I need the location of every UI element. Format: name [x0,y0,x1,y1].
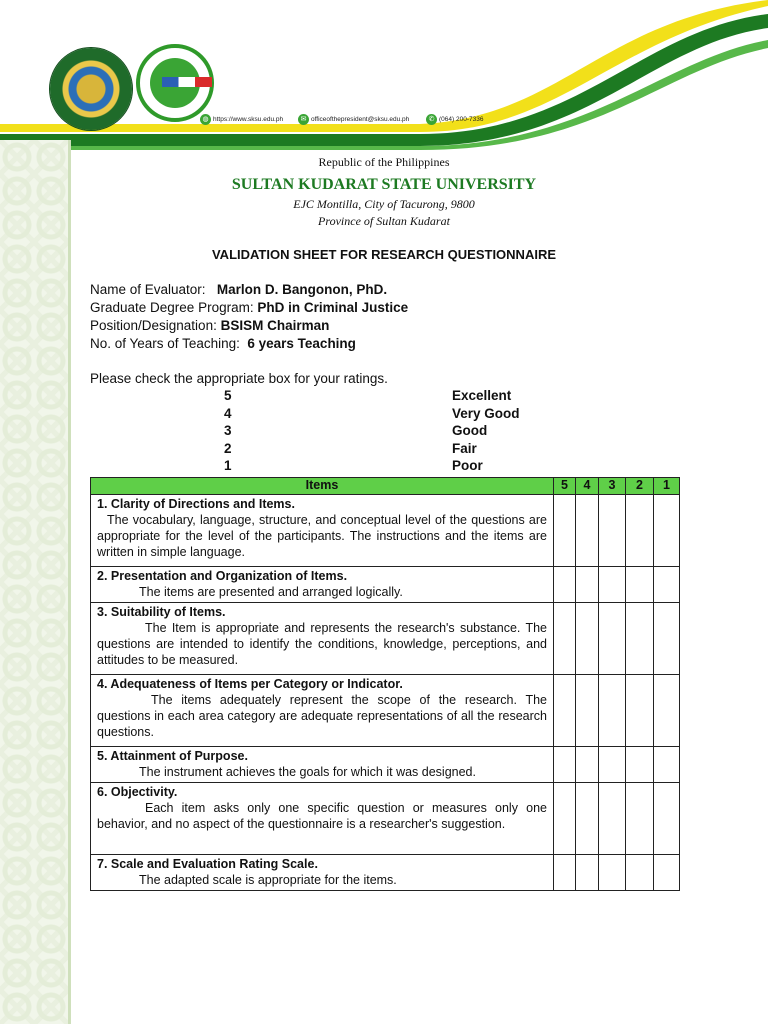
field-label: No. of Years of Teaching: [90,336,240,351]
rating-1-checkbox[interactable] [654,675,680,747]
criterion-title: 4. Adequateness of Items per Category or Indicator. [97,677,403,691]
email-icon: ✉ [298,114,309,125]
rating-4-checkbox[interactable] [576,495,599,567]
table-row [91,855,680,891]
table-row [91,747,680,783]
rating-2-column-header: 2 [626,478,654,495]
criterion-cell [91,747,554,783]
website-text: https://www.sksu.edu.ph [213,115,284,123]
criterion-cell [91,495,554,567]
criterion-title: 3. Suitability of Items. [97,605,226,619]
rating-5-checkbox[interactable] [554,495,576,567]
rating-1-checkbox[interactable] [654,783,680,855]
rating-5-checkbox[interactable] [554,603,576,675]
evaluator-name-field [90,282,387,297]
rating-3-checkbox[interactable] [599,675,626,747]
rating-3-column-header: 3 [599,478,626,495]
globe-icon: ◍ [200,114,211,125]
rating-2-checkbox[interactable] [626,567,654,603]
phone-text: (064) 200-7336 [439,115,484,123]
address-line-2: Province of Sultan Kudarat [318,214,450,228]
field-value: BSISM Chairman [220,318,330,333]
field-value: Marlon D. Bangonon, PhD. [216,282,388,297]
scale-label: Poor [452,458,483,473]
rating-2-checkbox[interactable] [626,675,654,747]
items-column-header: Items [91,478,554,495]
position-field [90,318,329,333]
rating-4-checkbox[interactable] [576,567,599,603]
rating-4-column-header: 4 [576,478,599,495]
rating-1-checkbox[interactable] [654,603,680,675]
criterion-description: The Item is appropriate and represents the research's substance. The questions are intended to identify the conditions, knowledge, perceptions, and attitudes to be measured. [97,621,547,667]
criterion-description: The adapted scale is appropriate for the items. [139,873,397,887]
scale-value: 1 [224,458,232,473]
table-row [91,603,680,675]
rating-1-checkbox[interactable] [654,747,680,783]
rating-2-checkbox[interactable] [626,783,654,855]
criterion-description: The instrument achieves the goals for which it was designed. [139,765,476,779]
rating-1-checkbox[interactable] [654,567,680,603]
scale-label: Good [452,423,488,438]
rating-3-checkbox[interactable] [599,783,626,855]
rating-5-checkbox[interactable] [554,747,576,783]
phone-icon: ✆ [426,114,437,125]
rating-2-checkbox[interactable] [626,603,654,675]
university-name: SULTAN KUDARAT STATE UNIVERSITY [231,176,537,193]
side-pattern-border [0,140,68,1024]
table-header-row [91,478,680,495]
rating-4-checkbox[interactable] [576,783,599,855]
email-text: officeofthepresident@sksu.edu.ph [311,115,410,123]
rating-instruction: Please check the appropriate box for your ratings. [90,371,388,386]
field-value: 6 years Teaching [247,336,356,351]
rating-4-checkbox[interactable] [576,747,599,783]
criterion-description: Each item asks only one specific question or measures only one behavior, and no aspect of the questionnaire is a researcher's suggestion. [97,801,547,831]
criterion-cell [91,783,554,855]
criterion-title: 5. Attainment of Purpose. [97,749,248,763]
rating-3-checkbox[interactable] [599,603,626,675]
rating-3-checkbox[interactable] [599,747,626,783]
rating-2-checkbox[interactable] [626,747,654,783]
criterion-cell [91,567,554,603]
table-row [91,495,680,567]
criterion-description: The items are presented and arranged logically. [139,585,403,599]
table-row [91,567,680,603]
criterion-description: The vocabulary, language, structure, and conceptual level of the questions are appropriate for the level of the participants. The instructions and the items are written in simple language. [97,513,547,559]
rating-1-checkbox[interactable] [654,855,680,891]
contact-email[interactable] [298,113,409,125]
rating-5-checkbox[interactable] [554,567,576,603]
rating-2-checkbox[interactable] [626,495,654,567]
criterion-title: 2. Presentation and Organization of Items. [97,569,348,583]
rating-2-checkbox[interactable] [626,855,654,891]
republic-line: Republic of the Philippines [318,155,450,169]
rating-4-checkbox[interactable] [576,603,599,675]
rating-3-checkbox[interactable] [599,495,626,567]
years-teaching-field [90,336,356,351]
rating-3-checkbox[interactable] [599,567,626,603]
criterion-title: 1. Clarity of Directions and Items. [97,497,295,511]
university-seal-logo [50,48,132,130]
contact-phone [426,113,483,125]
rating-4-checkbox[interactable] [576,675,599,747]
scale-value: 2 [224,441,232,456]
field-label: Position/Designation: [90,318,217,333]
field-label: Name of Evaluator: [90,282,206,297]
criterion-title: 6. Objectivity. [97,785,178,799]
address-line-1: EJC Montilla, City of Tacurong, 9800 [293,197,475,211]
rating-4-checkbox[interactable] [576,855,599,891]
rating-5-column-header: 5 [554,478,576,495]
scale-value: 5 [224,388,232,403]
table-row [91,783,680,855]
degree-program-field [90,300,408,315]
contact-website[interactable] [200,113,283,125]
field-label: Graduate Degree Program: [90,300,254,315]
criterion-cell [91,603,554,675]
rating-1-checkbox[interactable] [654,495,680,567]
field-value: PhD in Criminal Justice [257,300,409,315]
scale-label: Very Good [452,406,520,421]
scale-value: 4 [224,406,232,421]
scale-label: Excellent [452,388,512,403]
side-border-line [68,140,71,1024]
criterion-description: The items adequately represent the scope of the research. The questions in each area category are adequate representations of all the research questions. [97,693,547,739]
document-title: VALIDATION SHEET FOR RESEARCH QUESTIONNAIRE [211,247,557,262]
table-row [91,675,680,747]
rating-1-column-header: 1 [654,478,680,495]
criterion-cell [91,855,554,891]
criterion-cell [91,675,554,747]
scale-value: 3 [224,423,232,438]
criterion-title: 7. Scale and Evaluation Rating Scale. [97,857,318,871]
scale-label: Fair [452,441,477,456]
validation-rating-table [90,477,680,891]
rating-3-checkbox[interactable] [599,855,626,891]
rating-5-checkbox[interactable] [554,855,576,891]
rating-5-checkbox[interactable] [554,675,576,747]
rating-5-checkbox[interactable] [554,783,576,855]
secondary-logo [136,44,214,122]
